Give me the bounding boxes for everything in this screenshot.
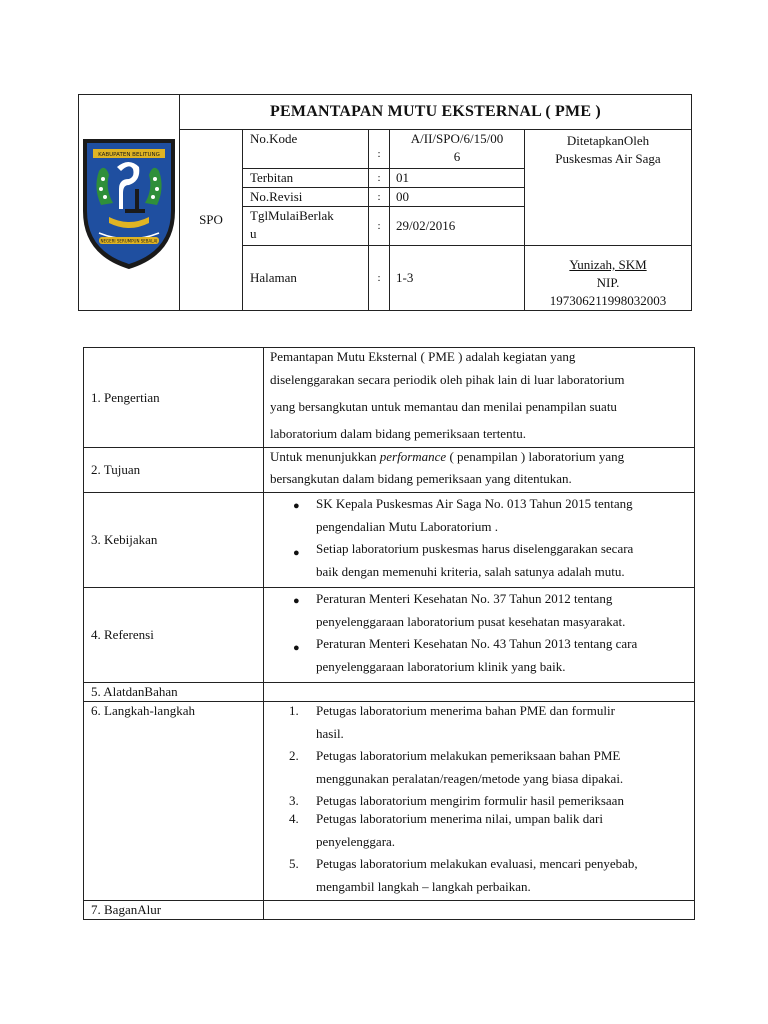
key-pengertian: 1. Pengertian — [84, 348, 264, 448]
colon: : — [369, 207, 390, 246]
tujuan-line1-pre: Untuk menunjukkan — [270, 449, 380, 464]
langkah-list — [264, 702, 694, 900]
kabupaten-belitung-emblem — [79, 133, 179, 273]
colon: : — [369, 130, 390, 169]
list-item-line2: penyelenggaraan laboratorium klinik yang baik. — [316, 659, 566, 674]
row-kebijakan — [84, 493, 695, 588]
bullet-icon: ● — [293, 642, 300, 654]
step-number: 2. — [289, 748, 299, 763]
list-item-line2: baik dengan memenuhi kriteria, salah satunya adalah mutu. — [316, 564, 625, 579]
content-table — [83, 347, 695, 920]
list-item — [264, 792, 694, 810]
list-item-line1: Setiap laboratorium puskesmas harus diselenggarakan secara — [316, 541, 634, 556]
pengertian-line: yang bersangkutan untuk memantau dan menilai penampilan suatu — [270, 399, 617, 414]
spo-label: SPO — [180, 130, 243, 311]
approval-line2: Puskesmas Air Saga — [555, 151, 661, 166]
key-kebijakan: 3. Kebijakan — [84, 493, 264, 588]
key-tujuan: 2. Tujuan — [84, 448, 264, 493]
referensi-list — [264, 588, 694, 680]
list-item-line2: hasil. — [316, 726, 344, 741]
step-number: 4. — [289, 811, 299, 826]
list-item-line2: menggunakan peralatan/reagen/metode yang biasa dipakai. — [316, 771, 624, 786]
emblem-icon — [79, 133, 179, 273]
key-langkah: 6. Langkah-langkah — [84, 702, 264, 901]
step-number: 1. — [289, 703, 299, 718]
approval-cell — [525, 130, 692, 246]
tujuan-line2: bersangkutan dalam bidang pemeriksaan yang ditentukan. — [270, 471, 572, 486]
row-alat-bahan — [84, 683, 695, 702]
signer-name: Yunizah, SKM — [569, 257, 647, 272]
list-item-line1: Petugas laboratorium melakukan pemeriksaan bahan PME — [316, 748, 621, 763]
value-alat-bahan — [264, 683, 695, 702]
key-bagan-alur: 7. BaganAlur — [84, 901, 264, 920]
list-item-line1: Petugas laboratorium melakukan evaluasi, mencari penyebab, — [316, 856, 638, 871]
list-item — [264, 855, 694, 900]
approval-line1: DitetapkanOleh — [566, 133, 650, 148]
list-item-line2: pengendalian Mutu Laboratorium . — [316, 519, 498, 534]
label-tgl-line1: TglMulaiBerlak — [250, 208, 334, 223]
colon: : — [369, 246, 390, 311]
value-pengertian — [264, 348, 695, 448]
list-item-line2: penyelenggaraan laboratorium pusat kesehatan masyarakat. — [316, 614, 626, 629]
colon: : — [369, 188, 390, 207]
value-no-revisi: 00 — [390, 188, 525, 207]
value-no-kode — [390, 130, 525, 169]
key-referensi: 4. Referensi — [84, 588, 264, 683]
logo-cell — [79, 95, 180, 311]
value-tgl-mulai-berlaku: 29/02/2016 — [390, 207, 525, 246]
row-bagan-alur — [84, 901, 695, 920]
tujuan-line1-em: performance — [379, 449, 447, 464]
step-number: 3. — [289, 793, 299, 808]
value-no-kode-line1: A/II/SPO/6/15/00 — [410, 131, 504, 146]
pengertian-line: Pemantapan Mutu Eksternal ( PME ) adalah kegiatan yang — [270, 349, 576, 364]
nip-label: NIP. — [596, 275, 620, 290]
list-item — [264, 635, 694, 680]
row-pengertian — [84, 348, 695, 448]
list-item-line1: Petugas laboratorium menerima bahan PME dan formulir — [316, 703, 615, 718]
pengertian-line: laboratorium dalam bidang pemeriksaan tertentu. — [270, 426, 526, 441]
value-tujuan — [264, 448, 695, 493]
logo-bottom-text: NEGERI SERUMPUN SEBALAI — [100, 238, 158, 243]
label-tgl-line2: u — [250, 226, 257, 241]
list-item — [264, 810, 694, 855]
step-number: 5. — [289, 856, 299, 871]
label-terbitan: Terbitan — [243, 169, 369, 188]
value-kebijakan — [264, 493, 695, 588]
value-bagan-alur — [264, 901, 695, 920]
bullet-icon: ● — [293, 595, 300, 607]
bullet-icon: ● — [293, 547, 300, 559]
key-alat-bahan: 5. AlatdanBahan — [84, 683, 264, 702]
list-item-line1: Peraturan Menteri Kesehatan No. 37 Tahun 2012 tentang — [316, 591, 613, 606]
value-no-kode-line2: 6 — [453, 149, 461, 164]
label-no-revisi: No.Revisi — [243, 188, 369, 207]
document-title: PEMANTAPAN MUTU EKSTERNAL ( PME ) — [180, 95, 692, 130]
label-no-kode: No.Kode — [243, 130, 369, 169]
list-item-line2: mengambil langkah – langkah perbaikan. — [316, 879, 531, 894]
pengertian-line: diselenggarakan secara periodik oleh pihak lain di luar laboratorium — [270, 372, 625, 387]
list-item — [264, 493, 694, 540]
list-item-line1: Peraturan Menteri Kesehatan No. 43 Tahun 2013 tentang cara — [316, 636, 638, 651]
value-terbitan: 01 — [390, 169, 525, 188]
tujuan-line1-post: ( penampilan ) laboratorium yang — [446, 449, 625, 464]
signer-cell — [525, 246, 692, 311]
list-item — [264, 540, 694, 585]
tujuan-line1 — [270, 448, 688, 466]
list-item-line2: penyelenggara. — [316, 834, 396, 849]
value-referensi — [264, 588, 695, 683]
nip-number: 197306211998032003 — [549, 293, 667, 308]
kebijakan-list — [264, 493, 694, 585]
list-item — [264, 588, 694, 635]
list-item-line1: Petugas laboratorium mengirim formulir hasil pemeriksaan — [316, 793, 624, 808]
row-referensi — [84, 588, 695, 683]
value-halaman: 1-3 — [390, 246, 525, 311]
label-halaman: Halaman — [243, 246, 369, 311]
list-item — [264, 702, 694, 747]
list-item-line1: SK Kepala Puskesmas Air Saga No. 013 Tahun 2015 tentang — [316, 496, 633, 511]
colon: : — [369, 169, 390, 188]
logo-top-text: KABUPATEN BELITUNG — [98, 151, 160, 158]
list-item-line1: Petugas laboratorium menerima nilai, umpan balik dari — [316, 811, 604, 826]
row-langkah — [84, 702, 695, 901]
list-item — [264, 747, 694, 792]
bullet-icon: ● — [293, 500, 300, 512]
label-tgl-mulai-berlaku — [243, 207, 369, 246]
row-tujuan — [84, 448, 695, 493]
header-table — [78, 94, 692, 311]
value-langkah — [264, 702, 695, 901]
